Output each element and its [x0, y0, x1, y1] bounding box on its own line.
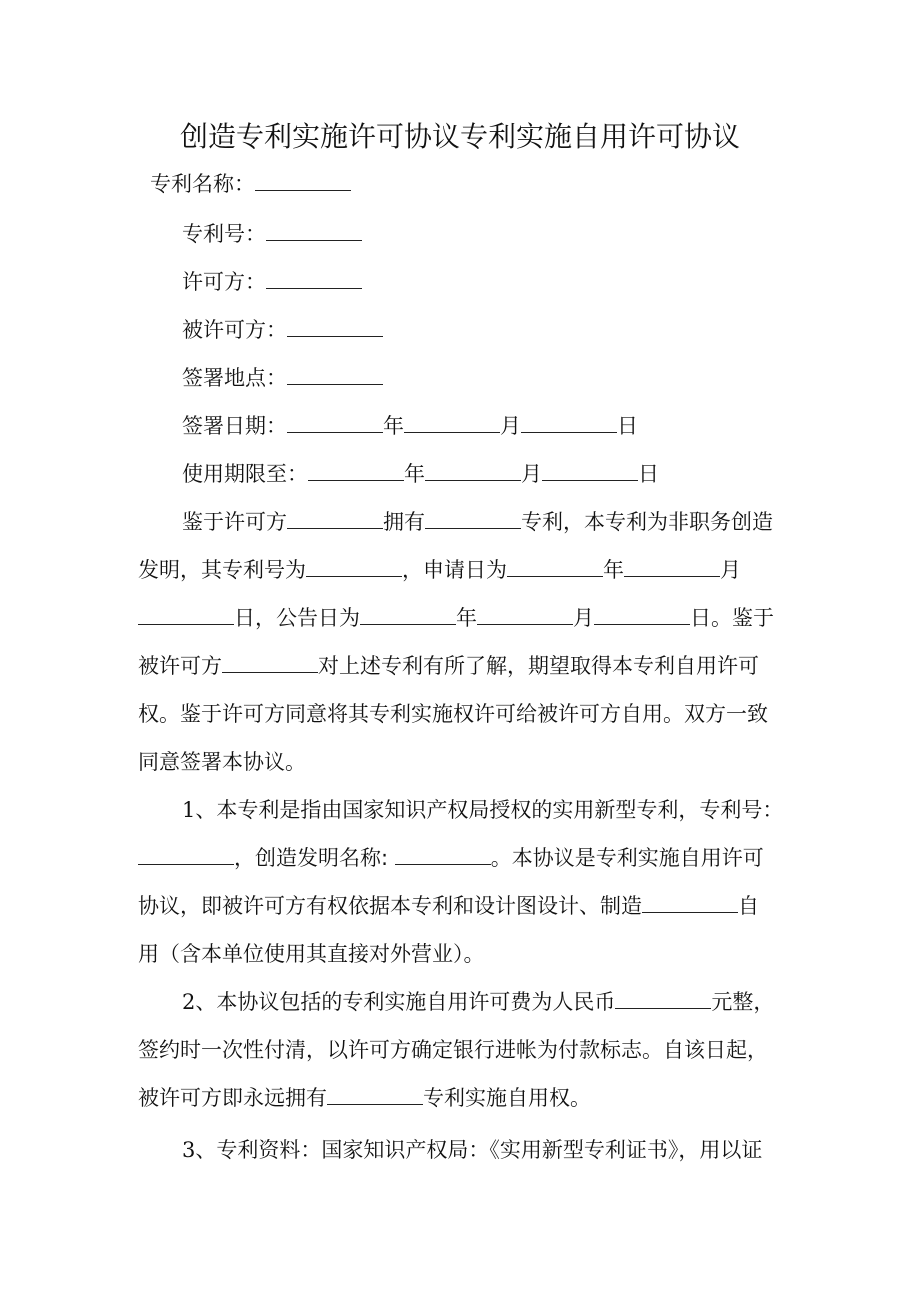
- blank-line: [404, 412, 500, 433]
- unit-month: 月: [720, 558, 741, 582]
- clause-1-line: [182, 786, 783, 834]
- clause-2-line: 签约时一次性付清，以许可方确定银行进帐为付款标志。自该日起，: [138, 1038, 768, 1062]
- unit-year: 年: [603, 558, 624, 582]
- field-licensor: [182, 258, 362, 306]
- text-span: 、专利资料：国家知识产权局：《实用新型专利证书》，用以证: [195, 1138, 763, 1162]
- preamble-line: 权。鉴于许可方同意将其专利实施权许可给被许可方自用。双方一致: [138, 702, 768, 726]
- text-span: 。本协议是专利实施自用许可: [490, 846, 764, 870]
- text-span: 自: [738, 894, 759, 918]
- blank-line: [594, 604, 690, 625]
- blank-line: [306, 556, 402, 577]
- text-span: 被许可方即永远拥有: [138, 1086, 327, 1110]
- blank-line: [507, 556, 603, 577]
- field-label: 签署地点：: [182, 366, 287, 390]
- text-span: ，申请日为: [402, 558, 507, 582]
- preamble-line: [182, 498, 773, 546]
- text-span: 专利，本专利为非职务创造: [521, 510, 773, 534]
- blank-line: [222, 652, 318, 673]
- preamble-line: [138, 642, 759, 690]
- field-label: 使用期限至：: [182, 462, 308, 486]
- blank-line: [521, 412, 617, 433]
- blank-line: [327, 1084, 423, 1105]
- field-patent-name: [150, 160, 351, 208]
- text-span: 日。鉴于: [690, 606, 774, 630]
- unit-month: 月: [500, 414, 521, 438]
- unit-year: 年: [383, 414, 404, 438]
- blank-line: [266, 268, 362, 289]
- unit-year: 年: [456, 606, 477, 630]
- preamble-line: 同意签署本协议。: [138, 750, 306, 774]
- clause-3-line: [182, 1126, 762, 1174]
- preamble-line: [138, 594, 774, 642]
- clause-number: 3: [182, 1138, 196, 1162]
- blank-line: [615, 988, 711, 1009]
- unit-month: 月: [521, 462, 542, 486]
- clause-number: 1: [182, 798, 196, 822]
- field-label: 被许可方：: [182, 318, 287, 342]
- blank-line: [542, 460, 638, 481]
- text-span: 协议，即被许可方有权依据本专利和设计图设计、制造: [138, 894, 642, 918]
- field-label: 专利名称：: [150, 172, 255, 196]
- blank-line: [287, 316, 383, 337]
- blank-line: [266, 220, 362, 241]
- field-label: 专利号：: [182, 222, 266, 246]
- blank-line: [425, 508, 521, 529]
- blank-line: [477, 604, 573, 625]
- text-span: ，创造发明名称:: [234, 846, 395, 870]
- clause-number: 2: [182, 990, 196, 1014]
- clause-2-line: [138, 1074, 591, 1122]
- text-span: 、本协议包括的专利实施自用许可费为人民币: [195, 990, 616, 1014]
- field-label: 签署日期：: [182, 414, 287, 438]
- clause-2-line: [182, 978, 774, 1026]
- clause-1-line: 用（含本单位使用其直接对外营业）。: [138, 942, 485, 966]
- unit-day: 日: [617, 414, 638, 438]
- blank-line: [138, 604, 234, 625]
- clause-1-line: [138, 834, 764, 882]
- field-term: [182, 450, 659, 498]
- text-span: 元整，: [711, 990, 775, 1014]
- blank-line: [287, 508, 383, 529]
- text-span: 被许可方: [138, 654, 222, 678]
- field-patent-no: [182, 210, 362, 258]
- field-sign-place: [182, 354, 383, 402]
- document-title: 创造专利实施许可协议专利实施自用许可协议: [179, 120, 740, 153]
- text-span: 发明，其专利号为: [138, 558, 306, 582]
- text-span: 鉴于许可方: [182, 510, 287, 534]
- blank-line: [395, 844, 491, 865]
- text-span: 、本专利是指由国家知识产权局授权的实用新型专利，专利号：: [195, 798, 784, 822]
- field-label: 许可方：: [182, 270, 266, 294]
- blank-line: [308, 460, 404, 481]
- unit-day: 日: [638, 462, 659, 486]
- text-span: 拥有: [383, 510, 425, 534]
- blank-line: [360, 604, 456, 625]
- unit-month: 月: [573, 606, 594, 630]
- blank-line: [255, 170, 351, 191]
- unit-year: 年: [404, 462, 425, 486]
- clause-1-line: [138, 882, 759, 930]
- blank-line: [642, 892, 738, 913]
- blank-line: [287, 412, 383, 433]
- field-licensee: [182, 306, 383, 354]
- blank-line: [287, 364, 383, 385]
- text-span: 专利实施自用权。: [423, 1086, 591, 1110]
- text-span: 对上述专利有所了解，期望取得本专利自用许可: [318, 654, 759, 678]
- blank-line: [138, 844, 234, 865]
- preamble-line: [138, 546, 741, 594]
- blank-line: [425, 460, 521, 481]
- field-sign-date: [182, 402, 638, 450]
- text-span: 日，公告日为: [234, 606, 360, 630]
- blank-line: [624, 556, 720, 577]
